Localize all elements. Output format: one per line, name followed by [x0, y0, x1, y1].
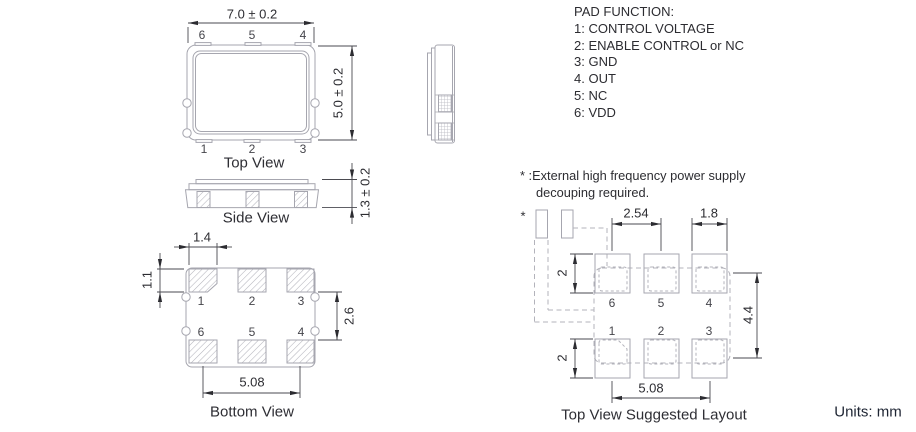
top-view-width-dim-label: 7.0 ± 0.2: [226, 6, 278, 22]
layout-row-pitch-label: 4.4: [740, 305, 756, 325]
layout-pad-width-label: 1.8: [699, 205, 719, 221]
bv-pin-4: 4: [297, 325, 305, 339]
bv-pin-3: 3: [297, 294, 305, 308]
layout-pad-width-dimension: [692, 218, 727, 251]
layout-pin-5: 5: [657, 296, 665, 310]
layout-package-pad-outlines: [599, 267, 724, 364]
pin-label-bottom-2: 2: [248, 142, 256, 156]
bottom-view-title: Bottom View: [210, 403, 294, 421]
pad-function-item-2: 2: ENABLE CONTROL or NC: [574, 37, 745, 53]
layout-pin-6: 6: [608, 296, 616, 310]
layout-pad-height-bottom-label: 2: [554, 354, 570, 362]
layout-pad-height-top-dimension: [570, 254, 593, 293]
pad-function-item-6: 6: VDD: [574, 104, 616, 120]
bottom-view-pad-width-label: 1.4: [192, 229, 212, 245]
layout-pin-4: 4: [705, 296, 713, 310]
top-view-height-dim-label: 5.0 ± 0.2: [330, 67, 346, 119]
side-view-drawing: [186, 180, 319, 208]
layout-pitch-top-label: 2.54: [623, 205, 649, 221]
bottom-view-pad-height-dimension: [157, 253, 184, 308]
pin-label-bottom-1: 1: [200, 142, 208, 156]
top-view-drawing: [183, 43, 319, 143]
bv-pin-1: 1: [197, 294, 205, 308]
side-view-height-dim-label: 1.3 ± 0.2: [357, 167, 373, 219]
layout-pin-3: 3: [705, 324, 713, 338]
bv-pin-6: 6: [197, 325, 205, 339]
bv-pin-2: 2: [248, 294, 256, 308]
pad-function-block: [574, 4, 744, 122]
pin-label-top-4: 4: [299, 28, 307, 42]
bottom-view-row-gap-label: 2.6: [341, 306, 357, 326]
layout-pitch-top-dimension: [612, 218, 661, 251]
units-label: Units: mm: [834, 403, 902, 421]
pad-function-item-4: 4. OUT: [574, 71, 616, 87]
end-view-drawing: [428, 45, 455, 143]
layout-pad-height-top-label: 2: [554, 269, 570, 277]
layout-dashed-traces: [535, 228, 731, 363]
layout-star-marker: *: [520, 208, 526, 224]
pad-function-item-5: 5: NC: [574, 87, 608, 103]
side-view-title: Side View: [222, 209, 290, 227]
pad-function-item-3: 3: GND: [574, 54, 618, 70]
pin-label-top-6: 6: [198, 28, 206, 42]
layout-decoupling-capacitor: [536, 210, 573, 238]
bottom-view-pad-width-dimension: [174, 243, 232, 265]
bottom-view-pad-height-label: 1.1: [139, 270, 155, 290]
top-view-title: Top View: [223, 154, 285, 172]
decoupling-note-line1: * :External high frequency power supply: [520, 168, 746, 183]
layout-title: Top View Suggested Layout: [561, 406, 747, 424]
layout-land-pads: [595, 254, 727, 378]
bottom-view-row-gap-dimension: [318, 292, 342, 340]
side-view-height-dimension: [322, 163, 357, 224]
pad-function-title: PAD FUNCTION:: [574, 4, 675, 19]
layout-pitch-bottom-label: 5.08: [638, 380, 664, 396]
bv-pin-5: 5: [248, 325, 256, 339]
layout-pad-height-bottom-dimension: [570, 339, 593, 378]
pin-label-top-5: 5: [248, 28, 256, 42]
layout-pin-2: 2: [657, 324, 665, 338]
pin-label-bottom-3: 3: [299, 142, 307, 156]
decoupling-note-line2: decouping required.: [536, 185, 650, 200]
bottom-view-drawing: [182, 268, 319, 367]
pad-function-item-1: 1: CONTROL VOLTAGE: [574, 20, 715, 36]
layout-pin-1: 1: [608, 324, 616, 338]
bottom-view-pitch-label: 5.08: [239, 374, 265, 390]
